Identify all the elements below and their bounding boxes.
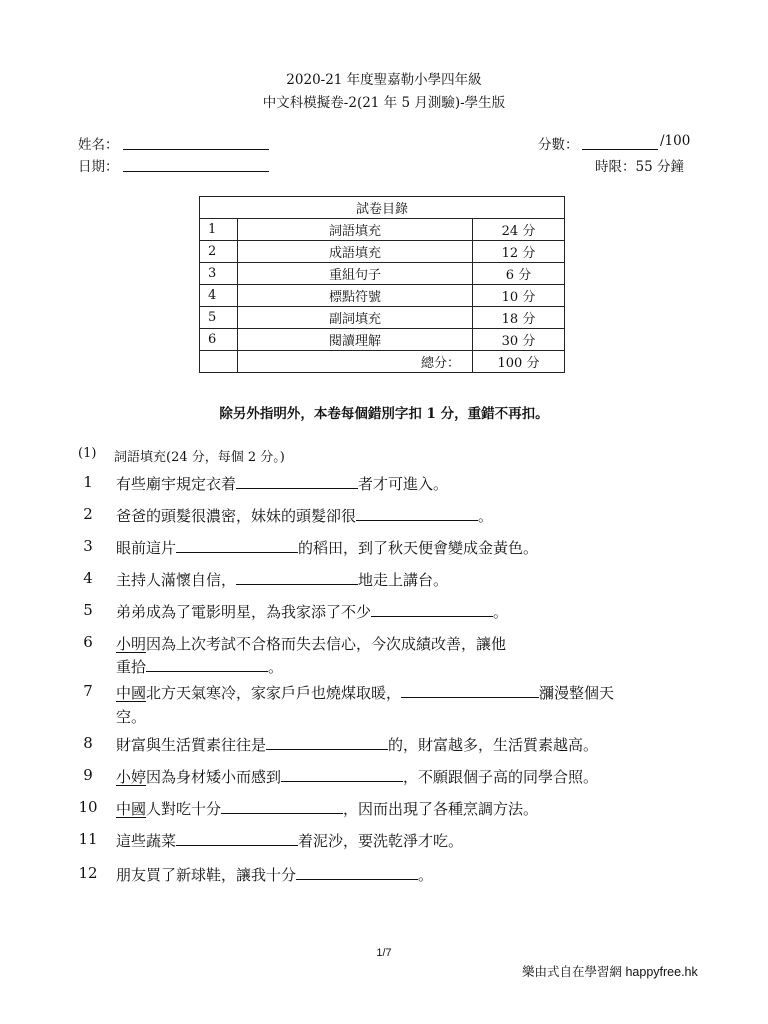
question-text-before: 北方天氣寒冷，家家戶戶也燒煤取暖，: [146, 684, 402, 702]
table-row: [200, 219, 565, 241]
empty-cell: [200, 351, 238, 373]
table-row: [200, 329, 565, 351]
contents-table-title-row: [200, 197, 565, 219]
question-text: [116, 864, 433, 885]
section-number: 1: [200, 219, 238, 241]
place-name: 中國: [116, 684, 147, 702]
section-heading: 詞語填充(24 分，每個 2 分。): [114, 450, 285, 465]
question-number: 7: [83, 682, 93, 700]
question-text-before: 有些廟宇規定衣着: [116, 475, 237, 493]
question-text: [116, 537, 538, 558]
total-label: 總分：: [238, 351, 473, 373]
score-field[interactable]: [582, 135, 658, 150]
question-number: 12: [78, 864, 98, 882]
date-label: 日期：: [78, 159, 119, 175]
contents-table: [199, 196, 565, 373]
question-text-after: 者才可進入。: [358, 475, 449, 493]
question-text: [116, 830, 463, 851]
question-number: 9: [83, 766, 93, 784]
question-text: [116, 682, 614, 703]
section-number: 5: [200, 307, 238, 329]
table-total-row: [200, 351, 565, 373]
question-text-after: 的稻田，到了秋天便會變成金黃色。: [298, 539, 539, 557]
question-text-after: 。: [493, 603, 509, 621]
section-marks: 6 分: [473, 263, 565, 285]
contents-table-title: 試卷目錄: [200, 197, 565, 219]
answer-blank[interactable]: [236, 570, 358, 585]
deduction-notice: 除另外指明外，本卷每個錯別字扣 1 分，重錯不再扣。: [219, 406, 549, 422]
question-number: 6: [83, 633, 93, 651]
question-text-before: 財富與生活質素往往是: [116, 736, 267, 754]
name-label: 姓名：: [78, 137, 119, 153]
question-number: 2: [83, 505, 93, 523]
answer-blank[interactable]: [371, 602, 493, 617]
question-text-after: 瀰漫整個天: [539, 684, 615, 702]
person-name: 小明: [116, 635, 147, 653]
question-number: 11: [78, 830, 98, 848]
answer-blank[interactable]: [281, 767, 403, 782]
answer-blank[interactable]: [221, 799, 343, 814]
question-number: 4: [83, 569, 93, 587]
section-name: 詞語填充: [238, 219, 473, 241]
question-number: 5: [83, 601, 93, 619]
question-number: 8: [83, 734, 93, 752]
question-text-before: 重拾: [116, 658, 147, 676]
question-text: [116, 505, 493, 526]
section-marks: 10 分: [473, 285, 565, 307]
section-name: 副詞填充: [238, 307, 473, 329]
question-text-before: 弟弟成為了電影明星，為我家添了不少: [116, 603, 372, 621]
question-text-after: 着泥沙，要洗乾淨才吃。: [298, 832, 464, 850]
section-name: 成語填充: [238, 241, 473, 263]
question-text-before: 因為上次考試不合格而失去信心，今次成績改善，讓他: [146, 635, 507, 653]
question-text-after: 的，財富越多，生活質素越高。: [388, 736, 599, 754]
table-row: [200, 241, 565, 263]
question-text-after: 。: [478, 507, 494, 525]
score-label: 分數：: [538, 137, 579, 153]
question-text-after: ，不願跟個子高的同學合照。: [403, 768, 599, 786]
exam-subtitle: 中文科模擬卷-2(21 年 5 月測驗)-學生版: [262, 95, 506, 111]
answer-blank[interactable]: [176, 538, 298, 553]
answer-blank[interactable]: [176, 831, 298, 846]
exam-title: 2020-21 年度聖嘉勒小學四年級: [286, 72, 482, 88]
question-text-before: 這些蔬菜: [116, 832, 177, 850]
question-text: [116, 601, 508, 622]
page-number: 1/7: [376, 947, 392, 959]
time-limit: 時限：55 分鐘: [595, 159, 684, 175]
answer-blank[interactable]: [401, 683, 539, 698]
section-name: 標點符號: [238, 285, 473, 307]
section-name: 閱讀理解: [238, 329, 473, 351]
section-number: 6: [200, 329, 238, 351]
question-number: 1: [83, 473, 93, 491]
table-row: [200, 285, 565, 307]
answer-blank[interactable]: [146, 657, 268, 672]
question-number: 10: [78, 798, 98, 816]
answer-blank[interactable]: [296, 865, 418, 880]
question-text-after: 。: [268, 658, 284, 676]
question-text-before: 眼前這片: [116, 539, 177, 557]
question-text: [116, 766, 598, 787]
question-text-before: 朋友買了新球鞋，讓我十分: [116, 866, 297, 884]
question-text-continued: [116, 656, 283, 677]
section-marks: 30 分: [473, 329, 565, 351]
table-row: [200, 263, 565, 285]
place-name: 中國: [116, 800, 147, 818]
answer-blank[interactable]: [266, 735, 388, 750]
section-number: 4: [200, 285, 238, 307]
website-credit: 樂由式自在學習網 happyfree.hk: [522, 965, 698, 979]
table-row: [200, 307, 565, 329]
answer-blank[interactable]: [356, 506, 478, 521]
question-text: [116, 473, 448, 494]
question-text-before: 人對吃十分: [146, 800, 222, 818]
section-name: 重組句子: [238, 263, 473, 285]
question-text-after: 。: [418, 866, 434, 884]
section-number: (1): [78, 446, 97, 461]
question-text: [116, 798, 538, 819]
question-text: [116, 569, 448, 590]
total-value: 100 分: [473, 351, 565, 373]
question-text: [116, 633, 506, 654]
question-text-before: 爸爸的頭髮很濃密，妹妹的頭髮卻很: [116, 507, 357, 525]
section-marks: 12 分: [473, 241, 565, 263]
question-text-before: 主持人滿懷自信，: [116, 571, 237, 589]
score-total: /100: [660, 133, 691, 149]
person-name: 小婷: [116, 768, 147, 786]
date-field[interactable]: [123, 157, 269, 172]
question-text-after: ，因而出現了各種烹調方法。: [343, 800, 539, 818]
answer-blank[interactable]: [236, 474, 358, 489]
section-marks: 24 分: [473, 219, 565, 241]
section-marks: 18 分: [473, 307, 565, 329]
question-text: [116, 734, 598, 755]
name-field[interactable]: [123, 135, 269, 150]
question-text-after: 地走上講台。: [358, 571, 449, 589]
question-text-continued: 空。: [116, 708, 147, 726]
section-number: 3: [200, 263, 238, 285]
section-number: 2: [200, 241, 238, 263]
question-text-before: 因為身材矮小而感到: [146, 768, 282, 786]
question-number: 3: [83, 537, 93, 555]
